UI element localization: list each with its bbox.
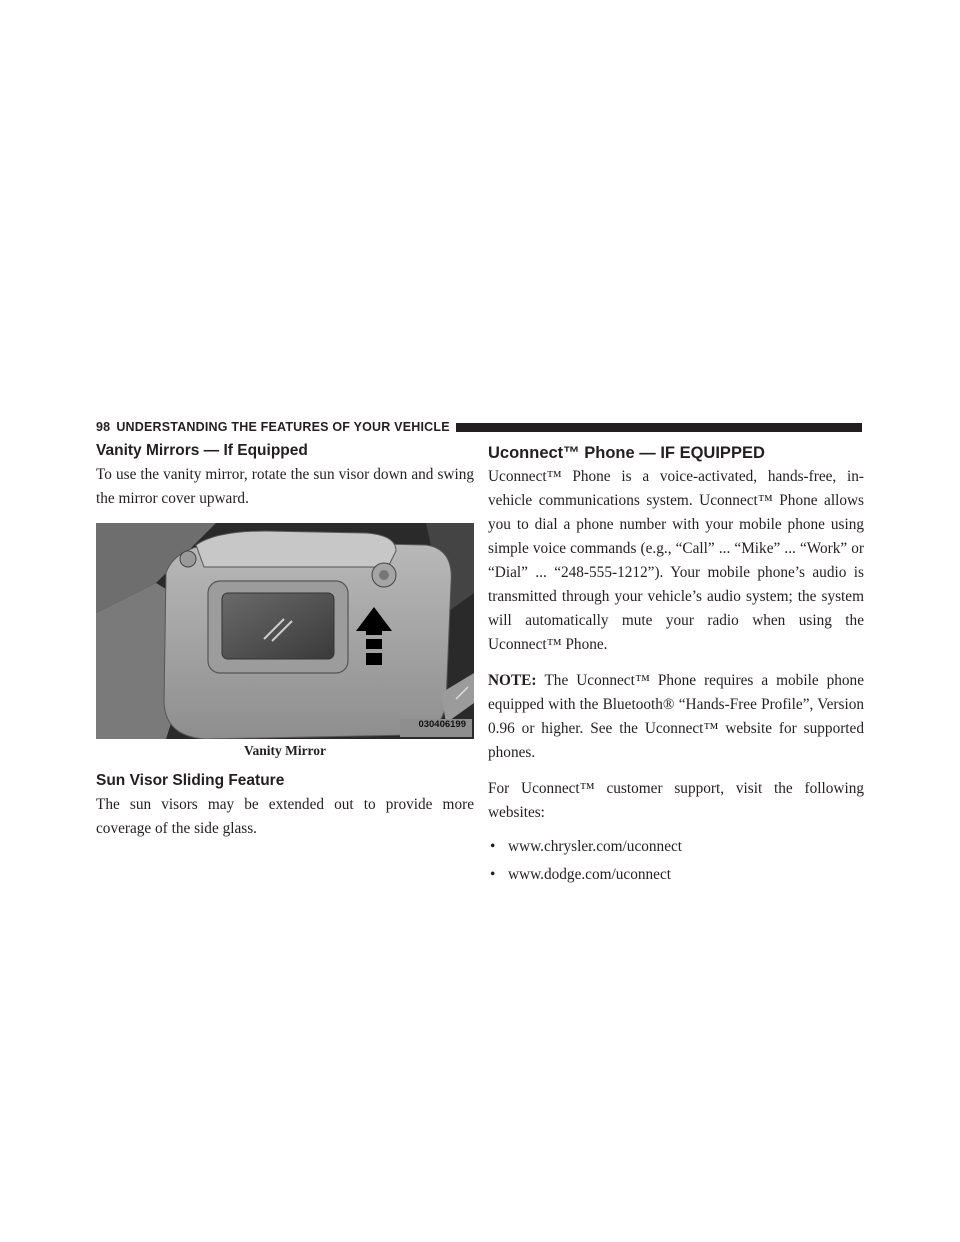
list-item [488, 863, 864, 887]
note-label: NOTE: [488, 672, 537, 689]
uconnect-support-text: For Uconnect™ customer support, visit the following websites: [488, 780, 864, 821]
list-item [488, 835, 864, 859]
website-link-dodge[interactable]: www.dodge.com/uconnect [508, 866, 671, 883]
figure-caption: Vanity Mirror [243, 743, 327, 758]
page-number: 98 [96, 420, 111, 434]
sun-visor-illustration [96, 523, 474, 739]
vanity-mirrors-text: To use the vanity mirror, rotate the sun visor down and swing the mirror cover upward. [96, 466, 474, 507]
left-column [96, 441, 474, 841]
vanity-mirrors-heading: Vanity Mirrors — If Equipped [96, 442, 308, 459]
figure-code: 030406199 [418, 719, 466, 730]
header-rule [456, 423, 862, 432]
uconnect-note [488, 669, 864, 765]
section-title: UNDERSTANDING THE FEATURES OF YOUR VEHICLE [116, 420, 450, 434]
uconnect-website-list [488, 835, 864, 887]
website-link-chrysler[interactable]: www.chrysler.com/uconnect [508, 838, 683, 855]
sun-visor-sliding-text: The sun visors may be extended out to provide more coverage of the side glass. [96, 796, 474, 837]
uconnect-heading: Uconnect™ Phone — IF EQUIPPED [488, 444, 765, 462]
bullet: • [490, 838, 496, 855]
sun-visor-sliding-heading: Sun Visor Sliding Feature [96, 772, 285, 789]
page-header [96, 420, 862, 434]
vanity-mirror-figure [96, 523, 474, 739]
note-text: The Uconnect™ Phone requires a mobile phone equipped with the Bluetooth® “Hands-Free Profile”, Version 0.96 or higher. See the Uconnect™ website for supported phones. [488, 672, 864, 761]
right-column [488, 441, 864, 891]
bullet: • [490, 866, 496, 883]
uconnect-description: Uconnect™ Phone is a voice-activated, hands-free, in-vehicle communications system. Uconnect™ Phone allows you to dial a phone number with your mobile phone using simple voice commands (e.g., “Call” ... “Mike” ... “Work” or “Dial” ... “248-555-1212”). Your mobile phone’s audio is transmitted through your vehicle’s audio system; the system will automatically mute your radio when using the Uconnect™ Phone. [488, 468, 864, 653]
